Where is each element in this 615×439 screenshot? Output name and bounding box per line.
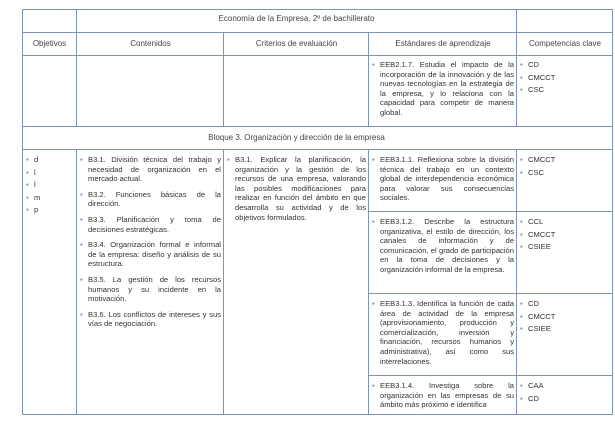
row1-estandar-cell xyxy=(372,60,514,124)
list-item xyxy=(80,155,221,184)
contenido-text: B3.5. La gestión de los recursos humanos y su incidente en la motivación. xyxy=(88,274,221,304)
bullet-icon: ▪ xyxy=(372,217,375,226)
competencia-text: CAA xyxy=(528,381,544,390)
estandar-cell xyxy=(372,155,514,209)
bullet-icon: ▪ xyxy=(26,167,29,177)
header-competencias: Competencias clave xyxy=(528,39,602,48)
objetivo-text: m xyxy=(34,192,41,202)
bullet-icon: ▪ xyxy=(520,381,523,390)
list-item xyxy=(520,299,610,309)
header-objetivos: Objetivos xyxy=(32,39,67,48)
competencias-cell xyxy=(520,299,610,337)
bullet-icon: ▪ xyxy=(372,60,375,69)
competencia-text: CD xyxy=(528,393,539,403)
list-item xyxy=(227,155,366,222)
bullet-icon: ▪ xyxy=(372,299,375,308)
list-item xyxy=(520,394,610,404)
header-contenidos: Contenidos xyxy=(130,39,171,48)
list-item xyxy=(80,190,221,209)
bullet-icon: ▪ xyxy=(227,155,230,164)
list-item xyxy=(372,60,514,118)
contenidos-cell xyxy=(80,155,221,335)
list-item xyxy=(80,240,221,269)
competencia-text: CSC xyxy=(528,85,545,95)
list-item xyxy=(372,155,514,203)
list-item xyxy=(80,310,221,329)
competencia-text: CSIEE xyxy=(528,324,551,334)
competencia-text: CMCCT xyxy=(528,72,556,82)
estandar-text: EEB3.1.4. Investiga sobre la organización en las empresas de su ámbito más próximo e identifica xyxy=(380,381,514,410)
objetivo-text: d xyxy=(34,155,39,164)
list-item xyxy=(520,312,610,322)
list-item xyxy=(520,242,610,252)
objetivos-cell xyxy=(26,155,74,218)
objetivo-text: l xyxy=(34,167,36,177)
bullet-icon: ▪ xyxy=(520,72,523,82)
bullet-icon: ▪ xyxy=(520,229,523,239)
bullet-icon: ▪ xyxy=(80,274,83,284)
competencias-cell xyxy=(520,381,610,406)
criterio-text: B3.1. Explicar la planificación, la organización y la gestión de los recursos de una empresa, valorando las posibles modificaciones para realizar en función del ámbito en que desarrolla su actividad y de los objetivos formulados. xyxy=(235,155,366,222)
bullet-icon: ▪ xyxy=(26,155,29,164)
bullet-icon: ▪ xyxy=(80,240,83,250)
bullet-icon: ▪ xyxy=(520,393,523,403)
competencias-cell xyxy=(520,217,610,255)
bullet-icon: ▪ xyxy=(80,214,83,224)
estandar-cell xyxy=(372,299,514,372)
list-item xyxy=(520,217,610,227)
bullet-icon: ▪ xyxy=(80,309,83,319)
competencia-text: CMCCT xyxy=(528,229,556,239)
list-item xyxy=(520,73,610,83)
competencia-text: CMCCT xyxy=(528,155,556,164)
list-item xyxy=(372,299,514,366)
competencia-text: CD xyxy=(528,299,539,308)
contenido-text: B3.1. División técnica del trabajo y necesidad de organización en el mercado actual. xyxy=(88,155,221,184)
list-item xyxy=(520,168,610,178)
list-item xyxy=(26,155,74,165)
criterios-cell xyxy=(227,155,366,228)
competencias-cell xyxy=(520,155,610,180)
contenido-text: B3.2. Funciones básicas de la dirección. xyxy=(88,189,221,209)
bullet-icon: ▪ xyxy=(26,205,29,215)
contenido-text: B3.6. Los conflictos de intereses y sus vías de negociación. xyxy=(88,309,221,329)
estandar-cell xyxy=(372,217,514,281)
list-item xyxy=(520,155,610,165)
estandar-text: EEB3.1.1. Reflexiona sobre la división técnica del trabajo en un contexto global de interdependencia económica para valorar sus consecuencias sociales. xyxy=(380,155,514,203)
list-item xyxy=(520,60,610,70)
list-item xyxy=(26,193,74,203)
bullet-icon: ▪ xyxy=(372,381,375,390)
bullet-icon: ▪ xyxy=(520,60,523,69)
header-estandares: Estándares de aprendizaje xyxy=(395,39,491,48)
list-item xyxy=(80,215,221,234)
bullet-icon: ▪ xyxy=(26,192,29,202)
contenido-text: B3.4. Organización formal e informal de la empresa: diseño y análisis de su estructura. xyxy=(88,240,221,269)
competencia-text: CSC xyxy=(528,167,545,177)
bullet-icon: ▪ xyxy=(520,324,523,334)
list-item xyxy=(372,217,514,275)
objetivo-text: p xyxy=(34,205,39,215)
bullet-icon: ▪ xyxy=(520,299,523,308)
competencia-text: CMCCT xyxy=(528,311,556,321)
list-item xyxy=(520,85,610,95)
bullet-icon: ▪ xyxy=(520,311,523,321)
contenido-text: B3.3. Planificación y toma de decisiones estratégicas. xyxy=(88,214,221,234)
list-item xyxy=(26,168,74,178)
objetivo-text: l xyxy=(34,180,36,190)
bullet-icon: ▪ xyxy=(520,155,523,164)
bullet-icon: ▪ xyxy=(520,85,523,95)
bullet-icon: ▪ xyxy=(520,167,523,177)
block-title: Bloque 3. Organización y dirección de la empresa xyxy=(208,133,385,142)
bullet-icon: ▪ xyxy=(80,189,83,199)
bullet-icon: ▪ xyxy=(372,155,375,164)
list-item xyxy=(520,230,610,240)
bullet-icon: ▪ xyxy=(26,180,29,190)
list-item xyxy=(520,381,610,391)
bullet-icon: ▪ xyxy=(520,242,523,252)
list-item xyxy=(520,324,610,334)
header-criterios: Criterios de evaluación xyxy=(255,39,338,48)
list-item xyxy=(80,275,221,304)
table-title: Economía de la Empresa. 2º de bachillerato xyxy=(218,14,375,23)
list-item xyxy=(26,180,74,190)
competencia-text: CD xyxy=(528,60,539,69)
list-item xyxy=(372,381,514,410)
list-item xyxy=(26,205,74,215)
bullet-icon: ▪ xyxy=(520,217,523,226)
row1-competencias-cell xyxy=(520,60,610,98)
competencia-text: CCL xyxy=(528,217,544,226)
estandar-text: EEB3.1.2. Describe la estructura organizativa, el estilo de dirección, los canales de información y de comunicación, el grado de participación en la toma de decisiones y la organización informal de la empresa. xyxy=(380,217,514,274)
estandar-text: EEB2.1.7. Estudia el impacto de la incorporación de la innovación y de las nuevas tecnologías en la estrategia de la empresa, y lo relaciona con la capacidad para competir de manera global. xyxy=(380,60,514,117)
estandar-text: EEB3.1.3. Identifica la función de cada área de actividad de la empresa (aprovisionamiento, producción y comercialización, inversión y financiación, recursos humanos y administrativa), así como sus interrelaciones. xyxy=(380,299,514,366)
estandar-cell xyxy=(372,381,514,413)
competencia-text: CSIEE xyxy=(528,242,551,252)
bullet-icon: ▪ xyxy=(80,155,83,164)
